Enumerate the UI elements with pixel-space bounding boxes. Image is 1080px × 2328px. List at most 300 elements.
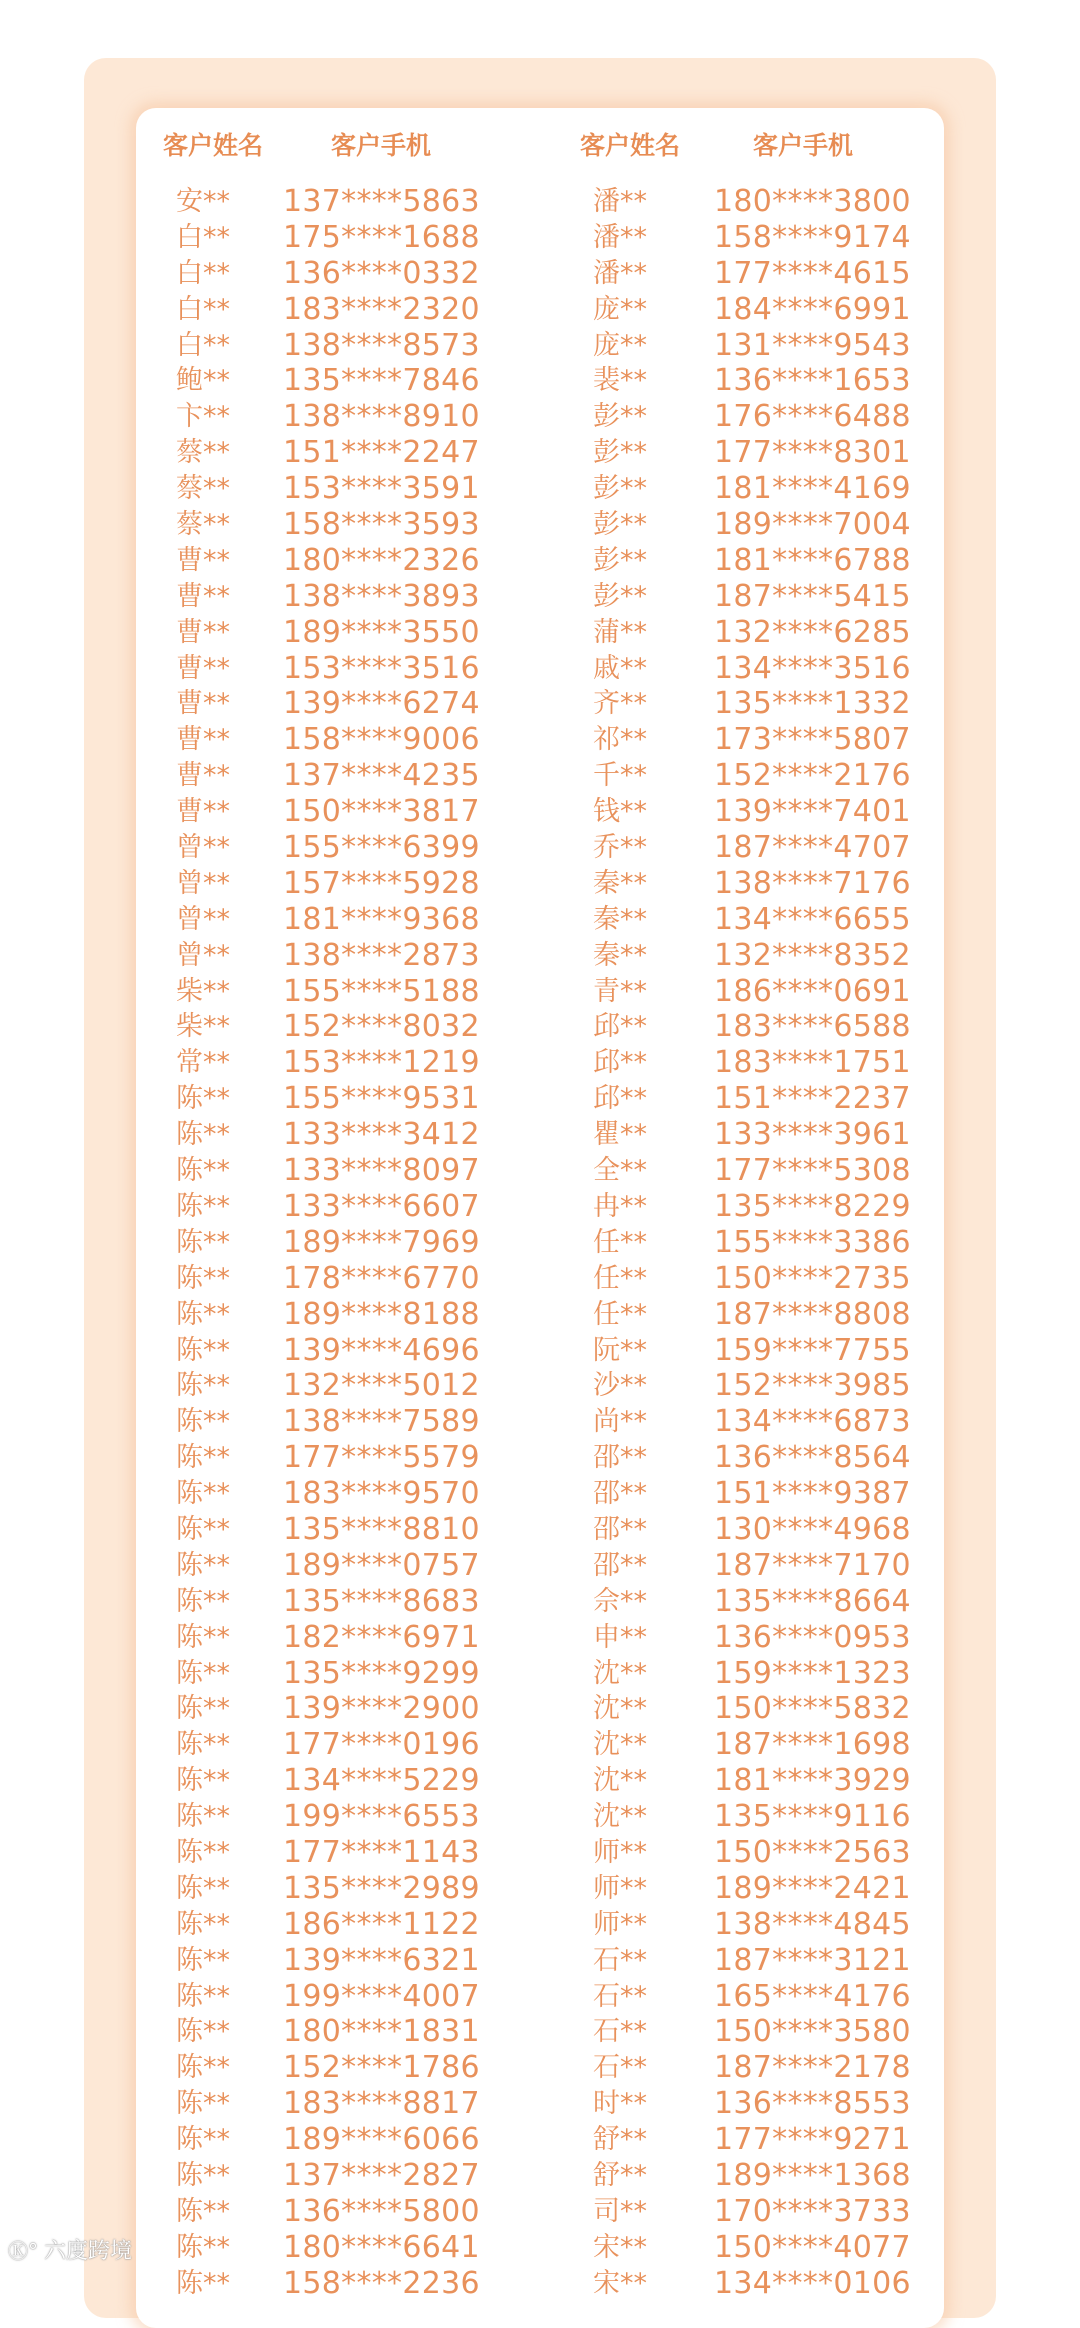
customer-phone-left: 189****0757: [283, 1547, 480, 1583]
list-row: [0, 651, 1080, 687]
customer-name-left: 曹**: [176, 616, 230, 648]
customer-name-right: 沈**: [593, 1765, 647, 1797]
list-row: [0, 2230, 1080, 2266]
customer-name-left: 白**: [176, 221, 230, 253]
customer-name-left: 曹**: [176, 580, 230, 612]
customer-phone-left: 133****6607: [283, 1188, 480, 1224]
customer-name-left: 曾**: [176, 832, 230, 864]
customer-phone-left: 132****5012: [283, 1368, 480, 1404]
customer-phone-right: 176****6488: [714, 399, 911, 435]
customer-phone-right: 177****5308: [714, 1153, 911, 1189]
list-row: [0, 902, 1080, 938]
customer-phone-left: 182****6971: [283, 1619, 480, 1655]
customer-phone-right: 152****2176: [714, 758, 911, 794]
header-customer-phone-left: 客户手机: [331, 131, 432, 160]
customer-phone-right: 135****1332: [714, 686, 911, 722]
customer-name-left: 曾**: [176, 867, 230, 899]
customer-name-left: 陈**: [176, 1226, 230, 1258]
list-row: [0, 2122, 1080, 2158]
customer-phone-right: 183****6588: [714, 1009, 911, 1045]
customer-name-left: 曾**: [176, 903, 230, 935]
customer-phone-right: 150****5832: [714, 1691, 911, 1727]
customer-phone-left: 136****0332: [283, 255, 480, 291]
customer-phone-left: 137****5863: [283, 184, 480, 219]
list-row: [0, 1153, 1080, 1189]
customer-name-right: 佘**: [593, 1585, 647, 1617]
customer-phone-right: 187****8808: [714, 1296, 911, 1332]
customer-phone-right: 177****4615: [714, 255, 911, 291]
customer-phone-right: 138****7176: [714, 865, 911, 901]
list-row: [0, 292, 1080, 328]
customer-phone-right: 187****1698: [714, 1727, 911, 1763]
customer-name-right: 邵**: [593, 1549, 647, 1581]
customer-phone-left: 138****2873: [283, 937, 480, 973]
customer-name-right: 彭**: [593, 580, 647, 612]
customer-phone-left: 178****6770: [283, 1260, 480, 1296]
customer-phone-right: 134****3516: [714, 650, 911, 686]
customer-name-left: 陈**: [176, 1262, 230, 1294]
customer-name-right: 师**: [593, 1836, 647, 1868]
customer-phone-right: 189****1368: [714, 2157, 911, 2193]
list-row: [0, 1404, 1080, 1440]
customer-phone-left: 137****2827: [283, 2157, 480, 2193]
customer-phone-left: 180****2326: [283, 542, 480, 578]
customer-name-right: 沈**: [593, 1657, 647, 1689]
customer-phone-left: 155****9531: [283, 1081, 480, 1117]
customer-phone-left: 189****8188: [283, 1296, 480, 1332]
list-row: [0, 830, 1080, 866]
list-row: [0, 184, 1080, 220]
list-row: [0, 1799, 1080, 1835]
customer-phone-right: 158****9174: [714, 219, 911, 255]
customer-name-left: 柴**: [176, 975, 230, 1007]
list-row: [0, 974, 1080, 1010]
customer-name-right: 师**: [593, 1872, 647, 1904]
customer-phone-right: 173****5807: [714, 722, 911, 758]
customer-name-left: 陈**: [176, 1334, 230, 1366]
customer-name-right: 宋**: [593, 2231, 647, 2263]
customer-name-left: 陈**: [176, 1155, 230, 1187]
customer-phone-right: 181****6788: [714, 542, 911, 578]
customer-phone-right: 150****4077: [714, 2229, 911, 2265]
customer-name-left: 陈**: [176, 1693, 230, 1725]
customer-phone-right: 187****5415: [714, 578, 911, 614]
customer-name-left: 陈**: [176, 1442, 230, 1474]
list-row: [0, 866, 1080, 902]
customer-name-left: 蔡**: [176, 509, 230, 541]
customer-phone-left: 138****7589: [283, 1404, 480, 1440]
customer-phone-left: 138****8573: [283, 327, 480, 363]
customer-phone-right: 138****4845: [714, 1906, 911, 1942]
customer-name-right: 潘**: [593, 221, 647, 253]
list-row: [0, 794, 1080, 830]
list-row: [0, 1512, 1080, 1548]
customer-phone-left: 139****4696: [283, 1332, 480, 1368]
customer-name-right: 师**: [593, 1908, 647, 1940]
customer-phone-right: 177****9271: [714, 2122, 911, 2158]
customer-phone-right: 181****4169: [714, 471, 911, 507]
list-row: [0, 1907, 1080, 1943]
customer-phone-left: 189****6066: [283, 2122, 480, 2158]
customer-name-right: 全**: [593, 1155, 647, 1187]
customer-name-right: 邵**: [593, 1513, 647, 1545]
customer-phone-left: 189****7969: [283, 1224, 480, 1260]
customer-name-left: 陈**: [176, 1872, 230, 1904]
customer-name-right: 任**: [593, 1262, 647, 1294]
list-row: [0, 1009, 1080, 1045]
list-row: [0, 435, 1080, 471]
list-row: [0, 1548, 1080, 1584]
customer-name-left: 陈**: [176, 1513, 230, 1545]
customer-phone-left: 138****3893: [283, 578, 480, 614]
customer-name-left: 曹**: [176, 796, 230, 828]
customer-name-left: 陈**: [176, 1980, 230, 2012]
customer-phone-right: 159****7755: [714, 1332, 911, 1368]
customer-phone-right: 135****9116: [714, 1799, 911, 1835]
customer-phone-left: 157****5928: [283, 865, 480, 901]
customer-phone-right: 187****7170: [714, 1547, 911, 1583]
customer-name-left: 陈**: [176, 2267, 230, 2299]
customer-phone-right: 152****3985: [714, 1368, 911, 1404]
customer-name-right: 舒**: [593, 2124, 647, 2156]
customer-phone-right: 165****4176: [714, 1978, 911, 2014]
customer-name-left: 陈**: [176, 1119, 230, 1151]
list-row: [0, 1835, 1080, 1871]
customer-name-right: 彭**: [593, 401, 647, 433]
customer-name-right: 千**: [593, 760, 647, 792]
list-row: [0, 1727, 1080, 1763]
customer-name-left: 白**: [176, 329, 230, 361]
customer-name-right: 蒲**: [593, 616, 647, 648]
customer-phone-right: 187****3121: [714, 1942, 911, 1978]
customer-phone-left: 177****5579: [283, 1440, 480, 1476]
customer-phone-left: 183****9570: [283, 1476, 480, 1512]
customer-name-left: 陈**: [176, 2016, 230, 2048]
customer-name-left: 曹**: [176, 652, 230, 684]
customer-phone-left: 152****1786: [283, 2050, 480, 2086]
customer-phone-left: 135****8810: [283, 1511, 480, 1547]
customer-name-right: 裴**: [593, 365, 647, 397]
list-row: [0, 2050, 1080, 2086]
customer-name-left: 陈**: [176, 1908, 230, 1940]
customer-name-left: 安**: [176, 186, 230, 217]
list-row: [0, 2086, 1080, 2122]
customer-name-left: 曹**: [176, 544, 230, 576]
customer-name-right: 沈**: [593, 1729, 647, 1761]
customer-phone-right: 135****8664: [714, 1583, 911, 1619]
customer-name-left: 曹**: [176, 760, 230, 792]
customer-name-right: 乔**: [593, 832, 647, 864]
customer-phone-left: 139****6321: [283, 1942, 480, 1978]
customer-phone-left: 152****8032: [283, 1009, 480, 1045]
customer-phone-left: 158****9006: [283, 722, 480, 758]
list-row: [0, 363, 1080, 399]
customer-phone-left: 181****9368: [283, 901, 480, 937]
customer-name-left: 陈**: [176, 1621, 230, 1653]
customer-phone-right: 170****3733: [714, 2193, 911, 2229]
customer-phone-left: 139****2900: [283, 1691, 480, 1727]
customer-phone-right: 130****4968: [714, 1511, 911, 1547]
customer-phone-left: 135****8683: [283, 1583, 480, 1619]
customer-name-left: 陈**: [176, 1944, 230, 1976]
customer-name-left: 卞**: [176, 401, 230, 433]
customer-name-right: 任**: [593, 1298, 647, 1330]
customer-phone-right: 189****7004: [714, 507, 911, 543]
customer-name-left: 蔡**: [176, 473, 230, 505]
customer-phone-left: 134****5229: [283, 1763, 480, 1799]
customer-name-left: 蔡**: [176, 437, 230, 469]
list-row: [0, 543, 1080, 579]
customer-name-right: 任**: [593, 1226, 647, 1258]
customer-phone-right: 134****0106: [714, 2265, 911, 2301]
customer-phone-left: 186****1122: [283, 1906, 480, 1942]
customer-phone-left: 177****1143: [283, 1834, 480, 1870]
header-customer-name-right: 客户姓名: [580, 131, 681, 160]
customer-phone-right: 184****6991: [714, 291, 911, 327]
list-row: [0, 1656, 1080, 1692]
list-row: [0, 1261, 1080, 1297]
customer-name-right: 石**: [593, 1944, 647, 1976]
list-row: [0, 615, 1080, 651]
customer-phone-right: 136****1653: [714, 363, 911, 399]
customer-name-left: 陈**: [176, 1406, 230, 1438]
list-row: [0, 1620, 1080, 1656]
list-row: [0, 1476, 1080, 1512]
list-row: [0, 1979, 1080, 2015]
customer-name-right: 沙**: [593, 1370, 647, 1402]
customer-name-left: 曾**: [176, 939, 230, 971]
customer-phone-right: 150****2735: [714, 1260, 911, 1296]
customer-phone-right: 155****3386: [714, 1224, 911, 1260]
list-row: [0, 507, 1080, 543]
customer-name-right: 戚**: [593, 652, 647, 684]
customer-phone-right: 151****2237: [714, 1081, 911, 1117]
customer-phone-right: 136****8553: [714, 2086, 911, 2122]
list-row: [0, 2266, 1080, 2302]
list-row: [0, 1584, 1080, 1620]
customer-name-left: 陈**: [176, 1801, 230, 1833]
customer-phone-right: 180****3800: [714, 184, 911, 219]
customer-name-right: 秦**: [593, 903, 647, 935]
customer-name-right: 祁**: [593, 724, 647, 756]
list-row: [0, 256, 1080, 292]
customer-name-left: 曹**: [176, 688, 230, 720]
customer-name-right: 秦**: [593, 939, 647, 971]
list-row: [0, 722, 1080, 758]
customer-name-right: 邱**: [593, 1047, 647, 1079]
customer-phone-left: 151****2247: [283, 435, 480, 471]
list-row: [0, 399, 1080, 435]
customer-name-left: 陈**: [176, 1190, 230, 1222]
customer-phone-left: 158****3593: [283, 507, 480, 543]
customer-name-left: 陈**: [176, 2088, 230, 2120]
customer-name-right: 青**: [593, 975, 647, 1007]
customer-phone-right: 186****0691: [714, 973, 911, 1009]
customer-phone-left: 135****7846: [283, 363, 480, 399]
customer-name-left: 陈**: [176, 1585, 230, 1617]
list-row: [0, 1943, 1080, 1979]
customer-name-left: 陈**: [176, 1657, 230, 1689]
list-row: [0, 1440, 1080, 1476]
customer-name-left: 陈**: [176, 2124, 230, 2156]
customer-phone-left: 183****2320: [283, 291, 480, 327]
customer-phone-right: 187****2178: [714, 2050, 911, 2086]
customer-phone-left: 137****4235: [283, 758, 480, 794]
customer-phone-right: 151****9387: [714, 1476, 911, 1512]
customer-phone-left: 155****6399: [283, 830, 480, 866]
customer-phone-left: 183****8817: [283, 2086, 480, 2122]
customer-name-right: 宋**: [593, 2267, 647, 2299]
customer-name-right: 钱**: [593, 796, 647, 828]
list-row: [0, 1225, 1080, 1261]
customer-phone-left: 180****6641: [283, 2229, 480, 2265]
customer-phone-right: 132****6285: [714, 614, 911, 650]
customer-phone-right: 150****3580: [714, 2014, 911, 2050]
customer-phone-left: 177****0196: [283, 1727, 480, 1763]
customer-name-left: 陈**: [176, 1729, 230, 1761]
customer-phone-right: 136****8564: [714, 1440, 911, 1476]
list-row: [0, 1333, 1080, 1369]
customer-phone-left: 175****1688: [283, 219, 480, 255]
customer-phone-left: 135****2989: [283, 1870, 480, 1906]
customer-phone-right: 189****2421: [714, 1870, 911, 1906]
customer-phone-right: 136****0953: [714, 1619, 911, 1655]
customer-name-right: 冉**: [593, 1190, 647, 1222]
customer-name-left: 陈**: [176, 1765, 230, 1797]
list-row: [0, 686, 1080, 722]
customer-phone-right: 177****8301: [714, 435, 911, 471]
customer-phone-right: 132****8352: [714, 937, 911, 973]
customer-name-left: 陈**: [176, 2159, 230, 2191]
customer-phone-right: 150****2563: [714, 1834, 911, 1870]
customer-name-left: 陈**: [176, 2231, 230, 2263]
customer-phone-right: 159****1323: [714, 1655, 911, 1691]
customer-phone-right: 135****8229: [714, 1188, 911, 1224]
header-customer-name-left: 客户姓名: [163, 131, 264, 160]
watermark: [8, 2236, 132, 2266]
customer-name-right: 邵**: [593, 1442, 647, 1474]
customer-name-right: 齐**: [593, 688, 647, 720]
customer-phone-right: 181****3929: [714, 1763, 911, 1799]
list-row: [0, 1368, 1080, 1404]
customer-phone-right: 183****1751: [714, 1045, 911, 1081]
k-logo-icon: Ⓚ°: [8, 2239, 38, 2263]
list-row: [0, 2014, 1080, 2050]
customer-name-left: 陈**: [176, 2052, 230, 2084]
customer-name-right: 瞿**: [593, 1119, 647, 1151]
customer-name-right: 彭**: [593, 437, 647, 469]
watermark-text: 六度跨境: [44, 2239, 133, 2264]
customer-name-left: 曹**: [176, 724, 230, 756]
customer-phone-left: 139****6274: [283, 686, 480, 722]
list-row: [0, 471, 1080, 507]
customer-name-right: 阮**: [593, 1334, 647, 1366]
list-row: [0, 2158, 1080, 2194]
customer-phone-left: 135****9299: [283, 1655, 480, 1691]
customer-name-right: 彭**: [593, 544, 647, 576]
customer-name-right: 司**: [593, 2195, 647, 2227]
customer-name-right: 尚**: [593, 1406, 647, 1438]
customer-phone-left: 136****5800: [283, 2193, 480, 2229]
customer-phone-left: 133****8097: [283, 1153, 480, 1189]
customer-phone-left: 153****3591: [283, 471, 480, 507]
customer-name-left: 陈**: [176, 1836, 230, 1868]
customer-phone-left: 138****8910: [283, 399, 480, 435]
list-row: [0, 1763, 1080, 1799]
customer-name-left: 白**: [176, 257, 230, 289]
customer-list: [0, 184, 1080, 2302]
list-row: [0, 220, 1080, 256]
customer-name-right: 潘**: [593, 186, 647, 217]
list-row: [0, 1871, 1080, 1907]
customer-name-left: 白**: [176, 293, 230, 325]
customer-name-left: 陈**: [176, 1083, 230, 1115]
customer-name-right: 石**: [593, 1980, 647, 2012]
customer-name-right: 沈**: [593, 1801, 647, 1833]
customer-phone-right: 133****3961: [714, 1117, 911, 1153]
customer-phone-left: 199****4007: [283, 1978, 480, 2014]
list-row: [0, 758, 1080, 794]
customer-name-right: 石**: [593, 2016, 647, 2048]
customer-name-right: 邱**: [593, 1083, 647, 1115]
customer-phone-left: 158****2236: [283, 2265, 480, 2301]
customer-name-right: 石**: [593, 2052, 647, 2084]
customer-name-right: 潘**: [593, 257, 647, 289]
list-row: [0, 1691, 1080, 1727]
customer-name-left: 陈**: [176, 1298, 230, 1330]
list-row: [0, 938, 1080, 974]
customer-phone-right: 131****9543: [714, 327, 911, 363]
list-row: [0, 328, 1080, 364]
customer-phone-left: 153****1219: [283, 1045, 480, 1081]
customer-name-right: 庞**: [593, 329, 647, 361]
customer-name-left: 陈**: [176, 1370, 230, 1402]
customer-phone-left: 180****1831: [283, 2014, 480, 2050]
list-row: [0, 1297, 1080, 1333]
customer-name-left: 鲍**: [176, 365, 230, 397]
customer-phone-left: 153****3516: [283, 650, 480, 686]
customer-name-left: 常**: [176, 1047, 230, 1079]
list-row: [0, 1081, 1080, 1117]
list-row: [0, 1117, 1080, 1153]
customer-name-right: 舒**: [593, 2159, 647, 2191]
header-customer-phone-right: 客户手机: [753, 131, 854, 160]
customer-name-right: 彭**: [593, 509, 647, 541]
customer-name-right: 彭**: [593, 473, 647, 505]
customer-name-left: 陈**: [176, 2195, 230, 2227]
customer-phone-right: 139****7401: [714, 794, 911, 830]
customer-name-right: 邵**: [593, 1478, 647, 1510]
customer-phone-right: 134****6873: [714, 1404, 911, 1440]
customer-phone-left: 150****3817: [283, 794, 480, 830]
customer-phone-right: 187****4707: [714, 830, 911, 866]
list-row: [0, 579, 1080, 615]
customer-name-right: 邱**: [593, 1011, 647, 1043]
customer-phone-left: 199****6553: [283, 1799, 480, 1835]
customer-name-right: 申**: [593, 1621, 647, 1653]
customer-name-left: 柴**: [176, 1011, 230, 1043]
customer-name-left: 陈**: [176, 1549, 230, 1581]
customer-name-left: 陈**: [176, 1478, 230, 1510]
customer-name-right: 秦**: [593, 867, 647, 899]
customer-phone-left: 155****5188: [283, 973, 480, 1009]
customer-phone-left: 133****3412: [283, 1117, 480, 1153]
customer-name-right: 沈**: [593, 1693, 647, 1725]
customer-name-right: 时**: [593, 2088, 647, 2120]
customer-phone-right: 134****6655: [714, 901, 911, 937]
customer-name-right: 庞**: [593, 293, 647, 325]
list-row: [0, 2194, 1080, 2230]
